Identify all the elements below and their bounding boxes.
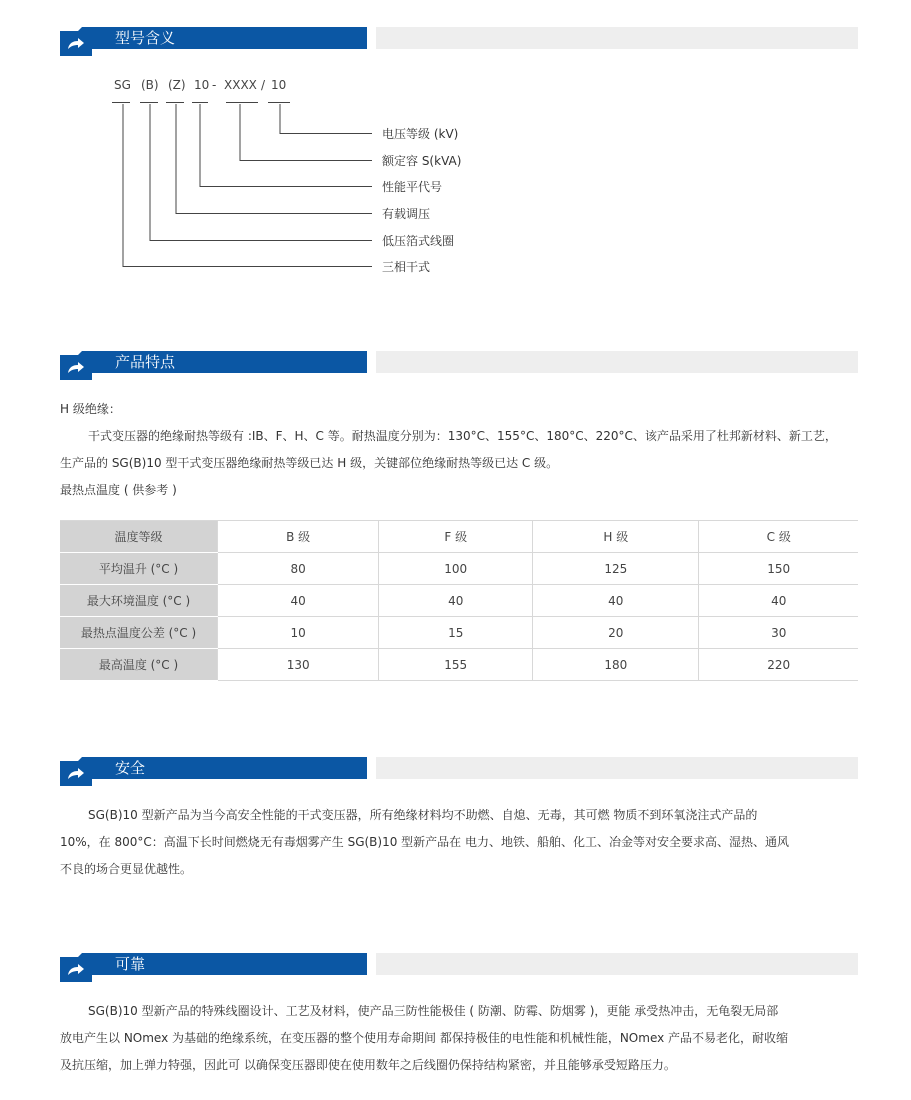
table-cell: 130 xyxy=(218,649,379,681)
table-cell: 40 xyxy=(379,585,533,617)
arrow-share-icon xyxy=(60,355,92,380)
header-gray-bar xyxy=(376,351,858,373)
model-code-10: 10 xyxy=(194,78,210,92)
safety-paragraph-line: SG(B)10 型新产品为当今高安全性能的干式变压器，所有绝缘材料均不助燃、自熄、无毒，其可燃 物质不到环氧浇注式产品的 xyxy=(88,808,758,822)
table-row xyxy=(60,585,858,617)
safety-paragraph-line: 不良的场合更显优越性。 xyxy=(60,862,193,876)
table-row-header: 最大环境温度 (°C ) xyxy=(60,585,218,617)
model-label-capacity: 额定容 S(kVA) xyxy=(382,154,462,168)
model-code-slash: / xyxy=(261,78,266,92)
section-header-safety xyxy=(60,757,858,779)
header-bar xyxy=(60,953,367,975)
table-cell: 180 xyxy=(533,649,699,681)
table-cell: C 级 xyxy=(699,521,858,553)
table-cell: F 级 xyxy=(379,521,533,553)
table-cell: H 级 xyxy=(533,521,699,553)
section-title: 型号含义 xyxy=(115,29,176,47)
table-cell: 220 xyxy=(699,649,858,681)
features-insulation-heading: H 级绝缘： xyxy=(60,402,121,416)
table-cell: 155 xyxy=(379,649,533,681)
model-code-b: (B) xyxy=(141,78,159,92)
header-bar xyxy=(60,757,367,779)
model-label-dry: 三相干式 xyxy=(382,260,431,274)
table-row-header: 最高温度 (°C ) xyxy=(60,649,218,681)
model-code-xxxx: XXXX xyxy=(224,78,257,92)
table-row-header: 温度等级 xyxy=(60,521,218,553)
model-code-dash: - xyxy=(212,78,217,92)
header-gray-bar xyxy=(376,953,858,975)
features-hotspot-heading: 最热点温度 ( 供参考 ) xyxy=(60,483,177,497)
table-cell: 30 xyxy=(699,617,858,649)
header-gray-bar xyxy=(376,757,858,779)
table-cell: 15 xyxy=(379,617,533,649)
safety-paragraph-line: 10%，在 800°C：高温下长时间燃烧无有毒烟雾产生 SG(B)10 型新产品在 电力、地铁、船舶、化工、冶金等对安全要求高、湿热、通风 xyxy=(60,835,789,849)
table-row-header: 平均温升 (°C ) xyxy=(60,553,218,585)
table-cell: 150 xyxy=(699,553,858,585)
model-label-foil: 低压箔式线圈 xyxy=(382,234,455,248)
section-title: 产品特点 xyxy=(115,353,176,371)
table-cell: 40 xyxy=(699,585,858,617)
arrow-share-icon xyxy=(60,957,92,982)
table-cell: 40 xyxy=(533,585,699,617)
section-header-features xyxy=(60,351,858,373)
header-bar xyxy=(60,351,367,373)
table-cell: 100 xyxy=(379,553,533,585)
table-row-header: 最热点温度公差 (°C ) xyxy=(60,617,218,649)
table-cell: 40 xyxy=(218,585,379,617)
features-paragraph-line: 干式变压器的绝缘耐热等级有 :IB、F、H、C 等。耐热温度分别为：130°C、155°C、180°C、220°C、该产品采用了杜邦新材料、新工艺， xyxy=(88,429,837,443)
table-cell: 125 xyxy=(533,553,699,585)
reliability-paragraph-line: 放电产生以 NOmex 为基础的绝缘系统，在变压器的整个使用寿命期间 都保持极佳的电性能和机械性能，NOmex 产品不易老化，耐收缩 xyxy=(60,1031,789,1045)
model-label-performance: 性能平代号 xyxy=(382,180,443,194)
model-code-voltage: 10 xyxy=(271,78,287,92)
arrow-share-icon xyxy=(60,761,92,786)
section-title: 安全 xyxy=(115,759,146,777)
table-row xyxy=(60,649,858,681)
table-cell: 20 xyxy=(533,617,699,649)
model-code-sg: SG xyxy=(114,78,131,92)
reliability-text xyxy=(60,998,860,1079)
model-label-onload: 有载调压 xyxy=(382,207,431,221)
reliability-paragraph-line: SG(B)10 型新产品的特殊线圈设计、工艺及材料，使产品三防性能极佳 ( 防潮、防霉、防烟雾 )，更能 承受热冲击，无龟裂无局部 xyxy=(88,1004,779,1018)
table-cell: 80 xyxy=(218,553,379,585)
safety-text xyxy=(60,802,860,883)
temperature-table xyxy=(60,520,858,681)
section-header-reliability xyxy=(60,953,858,975)
model-label-voltage: 电压等级 (kV) xyxy=(382,127,459,141)
model-code-z: (Z) xyxy=(168,78,186,92)
features-text xyxy=(60,396,860,504)
section-title: 可靠 xyxy=(115,955,146,973)
table-cell: 10 xyxy=(218,617,379,649)
model-connector-lines xyxy=(0,0,911,300)
reliability-paragraph-line: 及抗压缩，加上弹力特强，因此可 以确保变压器即使在使用数年之后线圈仍保持结构紧密，并且能够承受短路压力。 xyxy=(60,1058,676,1072)
features-paragraph-line: 生产品的 SG(B)10 型干式变压器绝缘耐热等级已达 H 级，关键部位绝缘耐热等级已达 C 级。 xyxy=(60,456,559,470)
table-cell: B 级 xyxy=(218,521,379,553)
table-row xyxy=(60,521,858,553)
table-row xyxy=(60,553,858,585)
table-row xyxy=(60,617,858,649)
